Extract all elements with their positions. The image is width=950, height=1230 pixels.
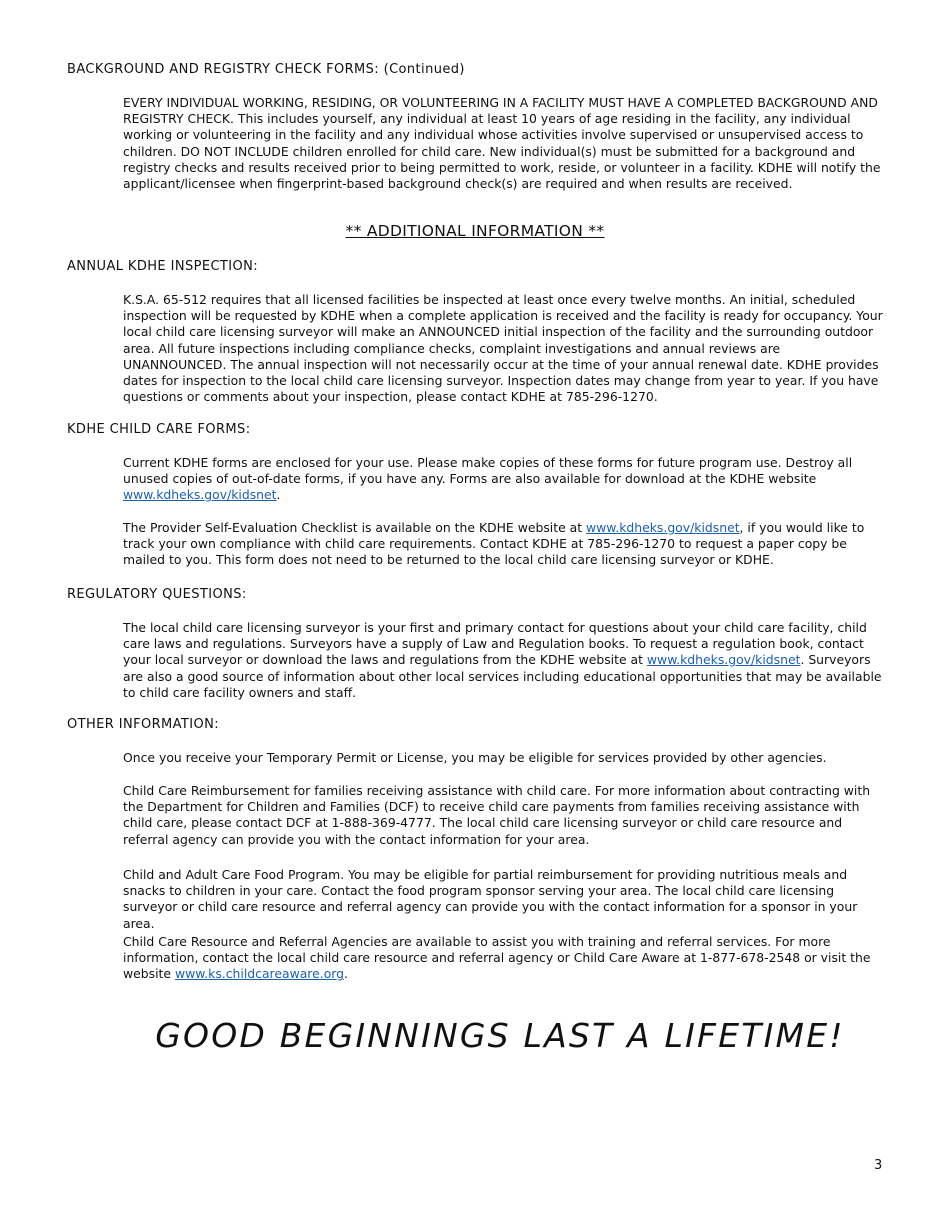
regulatory-text: The local child care licensing surveyor is your first and primary contact for questions about your child care facility, child care laws and regulations. Surveyors have a supply of Law and Regulation books. To request a regulation book, contact your local surveyor or download the laws and regulations from the KDHE website at: [123, 620, 867, 668]
forms-p2-text: The Provider Self-Evaluation Checklist is available on the KDHE website at: [123, 520, 587, 535]
other-paragraph-3: Child and Adult Care Food Program. You may be eligible for partial reimbursement for providing nutritious meals and snacks to children in your care. Contact the food program sponsor serving your area. The local child care licensing surveyor or child care resource and referral agency can provide you with the contact information for a sponsor in your area.: [123, 867, 858, 931]
kidsnet-link[interactable]: www.kdheks.gov/kidsnet: [646, 652, 801, 668]
forms-p1-text: Current KDHE forms are enclosed for your use. Please make copies of these forms for future program use. Destroy all unused copies of out-of-date forms, if you have any. Forms are also available for download at the KDHE website: [123, 455, 853, 487]
section-heading-inspection: ANNUAL KDHE INSPECTION:: [67, 259, 259, 274]
background-paragraph: EVERY INDIVIDUAL WORKING, RESIDING, OR VOLUNTEERING IN A FACILITY MUST HAVE A COMPLETED BACKGROUND AND REGISTRY CHECK. This includes yourself, any individual at least 10 years of age residing in the facility, any individual working or volunteering in the facility and any individual whose activities involve supervised or unsupervised access to children. DO NOT INCLUDE children enrolled for child care. New individual(s) must be submitted for a background and registry checks and results received prior to being permitted to work, reside, or volunteer in a facility. KDHE will notify the applicant/licensee when fingerprint-based background check(s) are required and when results are received.: [123, 95, 881, 192]
section-heading-background: BACKGROUND AND REGISTRY CHECK FORMS: (Continued): [67, 62, 465, 77]
forms-p1-end: .: [276, 487, 281, 503]
other-paragraph-2: Child Care Reimbursement for families receiving assistance with child care. For more information about contracting with the Department for Children and Families (DCF) to receive child care payments from families receiving assistance with child care, please contact DCF at 1-888-369-4777. The local child care licensing surveyor or child care resource and referral agency can provide you with the contact information for your area.: [123, 783, 871, 847]
childcareaware-link[interactable]: www.ks.childcareaware.org: [174, 966, 345, 982]
section-heading-other: OTHER INFORMATION:: [67, 717, 220, 732]
regulatory-paragraph: [123, 620, 885, 701]
forms-p2-end: , if you would like to track your own compliance with child care requirements. Contact KDHE at 785-296-1270 to request a paper copy be mailed to you. This form does not need to be returned to the local child care licensing surveyor or KDHE.: [123, 520, 865, 568]
other-paragraph-4: [123, 934, 885, 983]
inspection-paragraph: K.S.A. 65-512 requires that all licensed facilities be inspected at least once every twelve months. An initial, scheduled inspection will be requested by KDHE when a complete application is received and the facility is ready for occupancy. Your local child care licensing surveyor will make an ANNOUNCED initial inspection of the facility and the surrounding outdoor area. All future inspections including compliance checks, complaint investigations and annual reviews are UNANNOUNCED. The annual inspection will not necessarily occur at the time of your annual renewal date. KDHE provides dates for inspection to the local child care licensing surveyor. Inspection dates may change from year to year. If you have questions or comments about your inspection, please contact KDHE at 785-296-1270.: [123, 292, 883, 405]
kidsnet-link[interactable]: www.kdheks.gov/kidsnet: [586, 520, 740, 535]
slogan: GOOD BEGINNINGS LAST A LIFETIME!: [155, 1016, 845, 1055]
other-p4-end: .: [344, 966, 348, 982]
page-number: 3: [874, 1158, 883, 1173]
section-heading-forms: KDHE CHILD CARE FORMS:: [67, 422, 251, 437]
section-heading-regulatory: REGULATORY QUESTIONS:: [67, 587, 247, 602]
other-paragraph-1: Once you receive your Temporary Permit or License, you may be eligible for services provided by other agencies.: [123, 750, 827, 765]
kidsnet-link[interactable]: www.kdheks.gov/kidsnet: [123, 487, 277, 503]
other-p4-text: Child Care Resource and Referral Agencies are available to assist you with training and referral services. For more information, contact the local child care resource and referral agency or Child Care Aware at 1-877-678-2548 or visit the website: [123, 934, 871, 982]
regulatory-end: . Surveyors are also a good source of information about other local services including educational opportunities that may be available to child care facility owners and staff.: [123, 652, 882, 700]
additional-information-title-text: ** ADDITIONAL INFORMATION **: [345, 222, 605, 240]
forms-paragraph-1: [123, 455, 885, 504]
additional-information-title: [0, 222, 950, 240]
forms-paragraph-2: [123, 520, 885, 569]
